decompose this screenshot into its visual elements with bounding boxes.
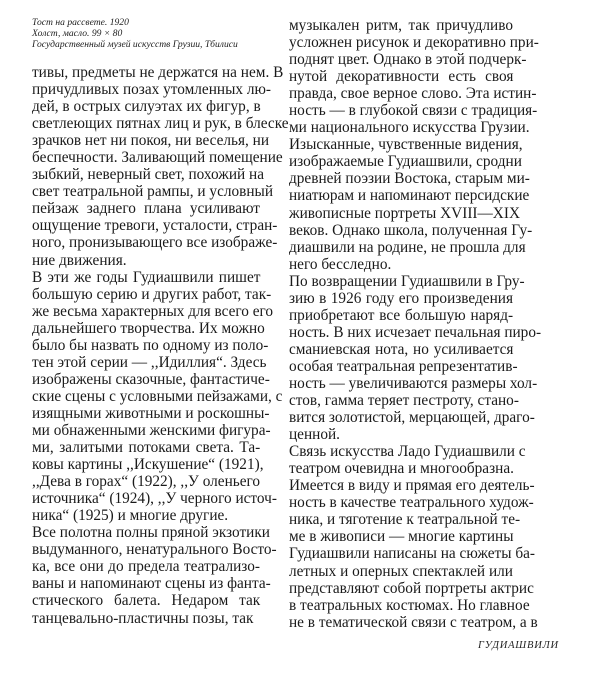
text-line: сманиевская нота, но усиливается xyxy=(289,340,514,358)
text-line: ские сцены с условными пейзажами, с xyxy=(32,387,283,405)
text-line: диашвили на родине, не прошла для xyxy=(289,238,526,256)
left-text-column xyxy=(32,64,289,627)
text-line: пейзаж заднего плана усиливают xyxy=(32,200,260,218)
text-line: ощущение тревоги, усталости, стран- xyxy=(32,217,278,235)
text-line: ка, все они до предела театрализо- xyxy=(32,558,260,576)
text-line: представляют собой портреты актрис xyxy=(289,579,534,597)
right-text-column xyxy=(289,17,542,631)
text-line: веков. Однако школа, полученная Гу- xyxy=(289,221,533,239)
text-line: стического балета. Недаром так xyxy=(32,592,261,610)
text-line: изображены сказочные, фантастиче- xyxy=(32,370,270,388)
text-line: зыбкий, неверный свет, похожий на xyxy=(32,166,264,184)
text-line: ника, и тяготение к театральной те- xyxy=(289,511,521,529)
text-line: него бесследно. xyxy=(289,255,392,273)
text-line: Все полотна полны пряной экзотики xyxy=(32,524,270,542)
text-line: выдуманного, ненатурального Восто- xyxy=(32,541,277,559)
text-line: свет театральной рампы, и условный xyxy=(32,183,274,201)
caption-collection: Государственный музей искусств Грузии, Тбилиси xyxy=(32,39,238,51)
text-line: ника“ (1925) и многие другие. xyxy=(32,507,229,525)
text-line: зию в 1926 году его произведения xyxy=(289,289,513,307)
text-line: В эти же годы Гудиашвили пишет xyxy=(32,268,261,286)
text-line: ность — в глубокой связи с традиция- xyxy=(289,102,538,120)
text-line: Гудиашвили написаны на сюжеты ба- xyxy=(289,545,535,563)
text-line: танцевально-пластичны позы, так xyxy=(32,609,254,627)
text-line: тивы, предметы не держатся на нем. В xyxy=(32,64,284,81)
text-line: зрачков нет ни покоя, ни веселья, ни xyxy=(32,132,270,150)
text-line: не в тематической связи с театром, а в xyxy=(289,613,538,631)
caption-title: Тост на рассвете. 1920 xyxy=(32,17,129,28)
text-line: ми национального искусства Грузии. xyxy=(289,119,530,137)
text-line: ковы картины ,,Искушение“ (1921), xyxy=(32,456,264,474)
text-line: причудливых позах утомленных лю- xyxy=(32,81,271,99)
text-line: ниатюрам и напоминают персидские xyxy=(289,187,530,205)
running-head: ГУДИАШВИЛИ xyxy=(478,640,559,651)
text-line: музыкален ритм, так причудливо xyxy=(289,17,513,34)
text-line: было бы назвать по одному из поло- xyxy=(32,336,269,354)
text-line: поднят цвет. Однако в этой подчерк- xyxy=(289,51,527,69)
text-line: приобретают все большую наряд- xyxy=(289,306,514,324)
text-line: ценной. xyxy=(289,426,341,444)
figure-caption xyxy=(32,17,238,51)
text-line: живописные портреты XVIII—XIX xyxy=(289,204,520,222)
text-line: ность в качестве театрального худож- xyxy=(289,494,534,512)
text-line: Изысканные, чувственные видения, xyxy=(289,136,523,154)
text-line: ного, пронизывающего все изображе- xyxy=(32,234,278,252)
text-line: По возвращении Гудиашвили в Гру- xyxy=(289,272,525,290)
text-line: изображаемые Гудиашвили, сродни xyxy=(289,153,522,171)
caption-medium: Холст, масло. 99 × 80 xyxy=(32,28,123,40)
text-line: вится золотистой, мерцающей, драго- xyxy=(289,409,535,427)
text-line: стов, гамма теряет пестроту, стано- xyxy=(289,392,519,410)
text-line: театром очевидна и многообразна. xyxy=(289,460,514,478)
text-line: источника“ (1924), ,,У черного источ- xyxy=(32,490,277,508)
text-line: ность. В них исчезает печальная пиро- xyxy=(289,323,542,341)
text-line: ние движения. xyxy=(32,251,127,269)
text-line: светлеющих пятнах лиц и рук, в блеске xyxy=(32,115,289,133)
text-line: ми обнаженными женскими фигура- xyxy=(32,421,271,439)
text-line: дальнейшего творчества. Их можно xyxy=(32,319,265,337)
text-line: ме в живописи — многие картины xyxy=(289,528,514,546)
text-line: особая театральная репрезентатив- xyxy=(289,357,518,375)
text-line: ,,Дева в горах“ (1922), ,,У оленьего xyxy=(32,473,261,491)
text-line: Связь искусства Ладо Гудиашвили с xyxy=(289,443,526,461)
text-line: нутой декоративности есть своя xyxy=(289,68,514,86)
text-line: правда, свое верное слово. Эта истин- xyxy=(289,85,537,103)
text-line: древней поэзии Востока, старым ми- xyxy=(289,170,530,188)
text-line: дей, в острых силуэтах их фигур, в xyxy=(32,98,261,116)
text-line: усложнен рисунок и декоративно при- xyxy=(289,34,539,52)
text-line: в театральных костюмах. Но главное xyxy=(289,596,530,614)
text-line: ми, залитыми потоками света. Та- xyxy=(32,439,261,457)
text-line: тен этой серии — ,,Идиллия“. Здесь xyxy=(32,353,267,371)
text-line: Имеется в виду и прямая его деятель- xyxy=(289,477,535,495)
text-line: ваны и напоминают сцены из фанта- xyxy=(32,575,271,593)
text-line: же весьма характерных для всего его xyxy=(32,302,274,320)
text-line: беспечности. Заливающий помещение xyxy=(32,149,283,167)
text-line: летных и оперных спектаклей или xyxy=(289,562,513,580)
text-line: большую серию и других работ, так- xyxy=(32,285,272,303)
text-line: ность — увеличиваются размеры хол- xyxy=(289,374,538,392)
text-line: изящными животными и роскошны- xyxy=(32,404,270,422)
